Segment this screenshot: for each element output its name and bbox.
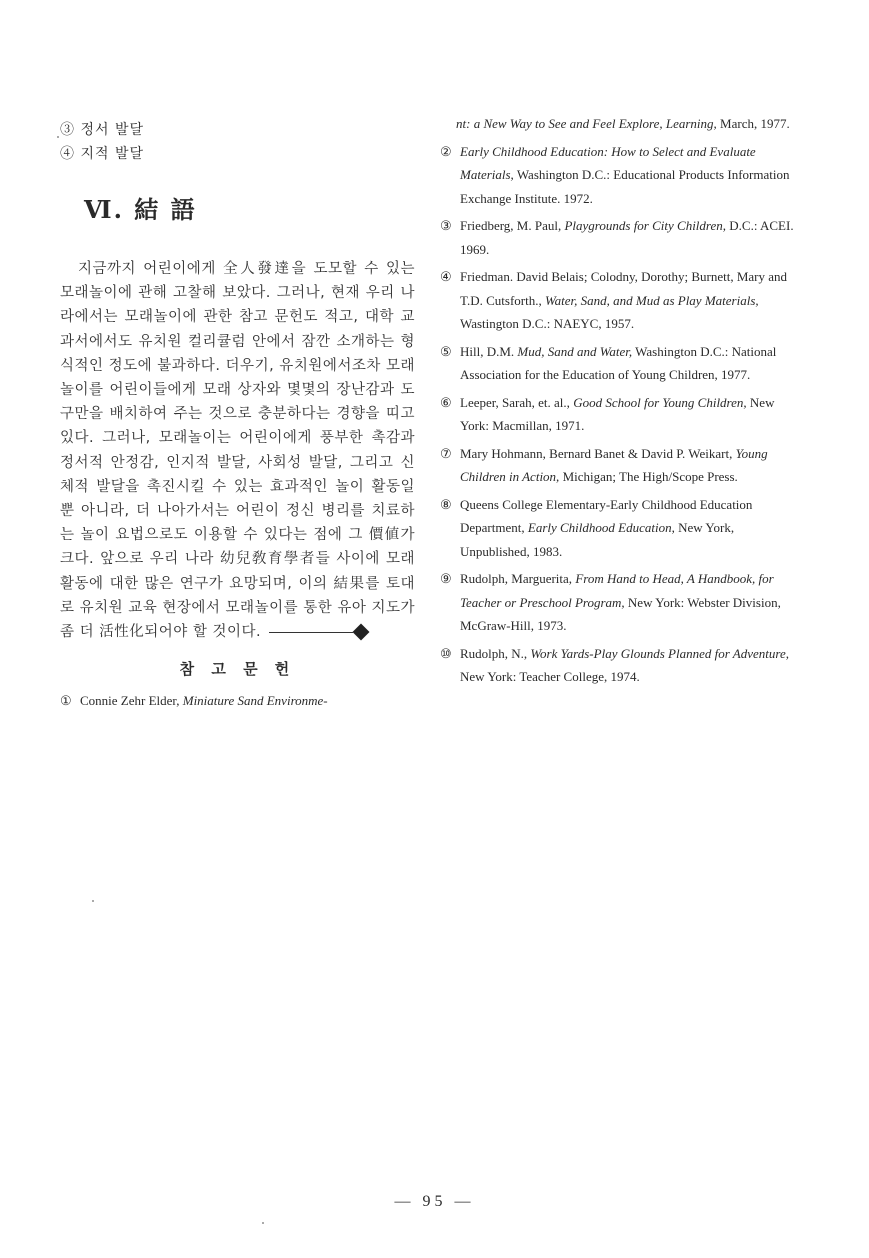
reference-author: Rudolph, N., xyxy=(460,645,531,661)
reference-author: Rudolph, Marguerita, xyxy=(460,571,576,586)
page-number: — 95 — xyxy=(394,1193,475,1210)
references-title: 참 고 문 헌 xyxy=(179,660,296,679)
reference-number: ⑤ xyxy=(440,343,452,359)
reference-number: ① xyxy=(60,693,72,709)
reference-author: Queens College Elementary-Early Childhood Education Department, xyxy=(460,496,753,535)
reference-details: New York: Webster Division, McGraw-Hill, 1973. xyxy=(460,594,781,633)
reference-title: Water, Sand, and Mud as Play Materials, xyxy=(544,292,759,308)
section-title: Ⅵ. 結 語 xyxy=(84,195,197,224)
reference-number: ⑥ xyxy=(440,394,452,410)
scan-speck xyxy=(57,136,59,138)
reference-title: Young Children in Action, xyxy=(460,445,768,484)
end-mark-icon xyxy=(269,632,353,633)
reference-number: ⑨ xyxy=(440,571,452,586)
scan-speck xyxy=(92,900,94,902)
reference-title: nt: a New Way to See and Feel Explore, Learning, xyxy=(456,116,717,131)
reference-title: Work Yards-Play Glounds Planned for Adventure, xyxy=(530,645,789,661)
reference-author: Leeper, Sarah, et. al., xyxy=(460,394,574,410)
reference-item xyxy=(440,214,800,261)
reference-item xyxy=(440,265,800,336)
reference-title: Good School for Young Children, xyxy=(573,394,747,410)
reference-title: Playgrounds for City Children, xyxy=(564,218,727,233)
reference-details: Michigan; The High/Scope Press. xyxy=(559,469,738,484)
reference-details: New York, Unpublished, 1983. xyxy=(460,520,735,559)
reference-item-continued xyxy=(440,112,800,136)
list-item-emotional-development: ③ 정서 발달 xyxy=(60,122,144,138)
reference-item xyxy=(440,442,800,489)
reference-author: Connie Zehr Elder, xyxy=(80,693,183,709)
list-item-cognitive-development: ④ 지적 발달 xyxy=(60,146,144,162)
left-column xyxy=(60,118,415,713)
reference-number: ⑦ xyxy=(440,445,452,461)
reference-title: Miniature Sand Environme- xyxy=(182,693,328,709)
scan-speck xyxy=(262,1222,264,1224)
conclusion-paragraph xyxy=(60,257,415,644)
right-column xyxy=(440,112,800,693)
reference-number: ③ xyxy=(440,218,452,233)
reference-title: From Hand to Head, A Handbook, for Teacher or Preschool Program, xyxy=(460,571,774,610)
reference-details: New York: Teacher College, 1974. xyxy=(460,669,640,684)
reference-number: ⑩ xyxy=(440,645,452,661)
reference-item xyxy=(440,340,800,387)
reference-title: Early Childhood Education, xyxy=(527,520,675,535)
reference-author: Friedberg, M. Paul, xyxy=(460,218,565,233)
reference-item xyxy=(440,140,800,211)
reference-details: New York: Macmillan, 1971. xyxy=(460,394,775,433)
reference-author: Friedman. David Belais; Colodny, Dorothy; Burnett, Mary and T.D. Cutsforth., xyxy=(460,269,787,308)
conclusion-text: 지금까지 어린이에게 全人發達을 도모할 수 있는 모래놀이에 관해 고찰해 보았다. 그러나, 현재 우리 나라에서는 모래놀이에 관한 참고 문헌도 적고, 대학 교과서에서도 유치원 컬리큘럼 안에서 잠깐 소개하는 형식적인 정도에 불과하다. 더우기, 유치원에서조차 모래놀이를 어린이들에게 모래 상자와 몇몇의 장난감과 도구만을 배치하여 주는 것으로 충분하다는 경향을 띠고 있다. 그러나, 모래놀이는 어린이에게 풍부한 촉감과 정서적 안정감, 인지적 발달, 사회성 발달, 그리고 신체적 발달을 촉진시킬 수 있는 효과적인 놀이 활동일 뿐 아니라, 더 나아가서는 어린이 정신 병리를 치료하는 놀이 요법으로도 이용할 수 있다는 점에 그 價値가 크다. 앞으로 우리 나라 幼兒敎育學者들 사이에 모래 활동에 대한 많은 연구가 요망되며, 이의 結果를 토대로 유치원 교육 현장에서 모래놀이를 통한 유아 지도가 좀 더 活性化되어야 할 것이다. xyxy=(60,261,415,641)
reference-item xyxy=(440,391,800,438)
reference-number: ④ xyxy=(440,269,452,284)
reference-details: D.C.: ACEI. 1969. xyxy=(460,218,794,257)
reference-author: Mary Hohmann, Bernard Banet & David P. Weikart, xyxy=(460,445,736,461)
reference-number: ② xyxy=(440,143,452,159)
reference-item xyxy=(440,493,800,564)
reference-author: Hill, D.M. xyxy=(460,343,518,359)
reference-details: March, 1977. xyxy=(716,116,790,131)
reference-item xyxy=(440,642,800,689)
reference-title: Early Childhood Education: How to Select and Evaluate Materials, xyxy=(460,143,756,182)
reference-title: Mud, Sand and Water, xyxy=(517,343,633,359)
reference-item xyxy=(60,689,415,713)
reference-details: Washington D.C.: Educational Products Information Exchange Institute. 1972. xyxy=(460,167,790,206)
reference-item xyxy=(440,567,800,638)
reference-number: ⑧ xyxy=(440,496,452,512)
reference-details: Washington D.C.: National Association for the Education of Young Children, 1977. xyxy=(460,343,777,382)
reference-details: Wastington D.C.: NAEYC, 1957. xyxy=(460,316,635,331)
